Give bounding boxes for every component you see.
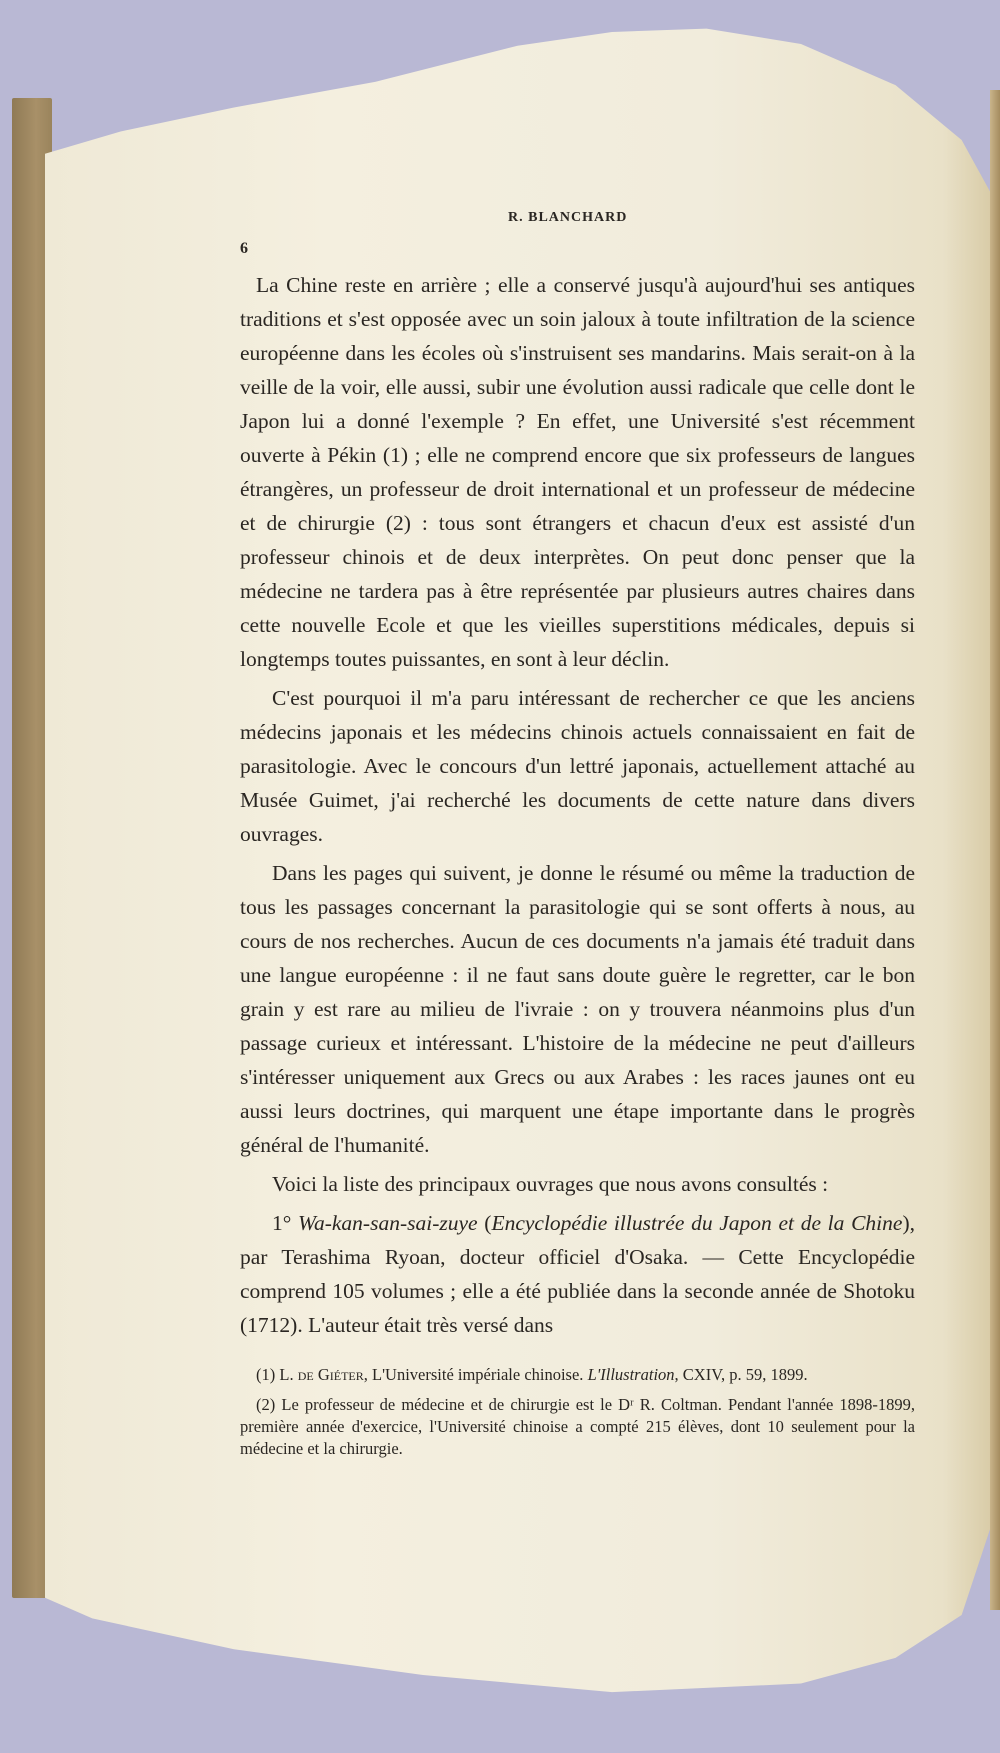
footnote-marker: (2): [256, 1395, 276, 1414]
paragraph: La Chine reste en arrière ; elle a conservé jusqu'à aujourd'hui ses antiques traditions et s'est opposée avec un soin jaloux à toute infiltration de la science européenne dans les écoles où s'instruisent ses mandarins. Mais serait-on à la veille de la voir, elle aussi, subir une évolution aussi radicale que celle dont le Japon lui a donné l'exemple ? En effet, une Université s'est récemment ouverte à Pékin (1) ; elle ne comprend encore que six professeurs de langues étrangères, un professeur de droit international et un professeur de médecine et de chirurgie (2) : tous sont étrangers et chacun d'eux est assisté d'un professeur chinois et de deux interprètes. On peut donc penser que la médecine ne tardera pas à être représentée par plusieurs autres chaires dans cette nouvelle Ecole et que les vieilles superstitions médicales, depuis si longtemps toutes puissantes, en sont à leur déclin.: [240, 273, 915, 671]
footnote-author: L. de Giéter: [279, 1365, 364, 1384]
paragraph: Voici la liste des principaux ouvrages que nous avons consultés :: [272, 1172, 829, 1196]
work-subtitle: Encyclopédie illustrée du Japon et de la Chine: [491, 1211, 903, 1235]
footnotes: [240, 1364, 915, 1460]
running-head: R. BLANCHARD: [508, 210, 628, 225]
work-title: Wa-kan-san-sai-zuye: [298, 1211, 478, 1235]
page-number: 6: [240, 240, 248, 257]
footnote: [240, 1394, 915, 1460]
book-cover-edge-right: [990, 90, 1000, 1610]
footnote-citation: , CXIV, p. 59, 1899.: [674, 1365, 808, 1384]
work-description: , par Terashima Ryoan, docteur officiel d'Osaka. — Cette Encyclopédie comprend 105 volumes ; elle a été publiée dans la seconde année de Shotoku (1712). L'auteur était très versé dans: [240, 1211, 915, 1337]
paragraph: Dans les pages qui suivent, je donne le résumé ou même la traduction de tous les passages concernant la parasitologie qui se sont offerts à nous, au cours de nos recherches. Aucun de ces documents n'a jamais été traduit dans une langue européenne : il ne faut sans doute guère le regretter, car le bon grain y est rare au milieu de l'ivraie : on y trouvera néanmoins plus d'un passage curieux et intéressant. L'histoire de la médecine ne peut d'ailleurs s'intéresser uniquement aux Grecs ou aux Arabes : les races jaunes ont eu aussi leurs doctrines, qui marquent une étape importante dans le progrès général de l'humanité.: [240, 861, 915, 1157]
paragraph: C'est pourquoi il m'a paru intéressant de rechercher ce que les anciens médecins japonais et les médecins chinois actuels connaissaient en fait de parasitologie. Avec le concours d'un lettré japonais, actuellement attaché au Musée Guimet, j'ai recherché les documents de cette nature dans divers ouvrages.: [240, 686, 915, 846]
list-item: 1° Wa-kan-san-sai-zuye (Encyclopédie illustrée du Japon et de la Chine), par Terashima Ryoan, docteur officiel d'Osaka. — Cette Encyclopédie comprend 105 volumes ; elle a été publiée dans la seconde année de Shotoku (1712). L'auteur était très versé dans: [240, 1211, 915, 1337]
footnote: [240, 1364, 915, 1386]
body-text: [240, 268, 915, 1342]
footnote-marker: (1): [256, 1365, 276, 1384]
list-number: 1°: [272, 1211, 292, 1235]
footnote-text: Le professeur de médecine et de chirurgie est le Dʳ R. Coltman. Pendant l'année 1898-1899, première année d'exercice, l'Université chinoise a compté 215 élèves, dont 10 seulement pour la médecine et la chirurgie.: [240, 1395, 916, 1458]
text-column: [240, 268, 915, 1468]
footnote-journal: L'Illustration: [587, 1365, 675, 1384]
footnote-text: , L'Université impériale chinoise.: [363, 1365, 588, 1384]
